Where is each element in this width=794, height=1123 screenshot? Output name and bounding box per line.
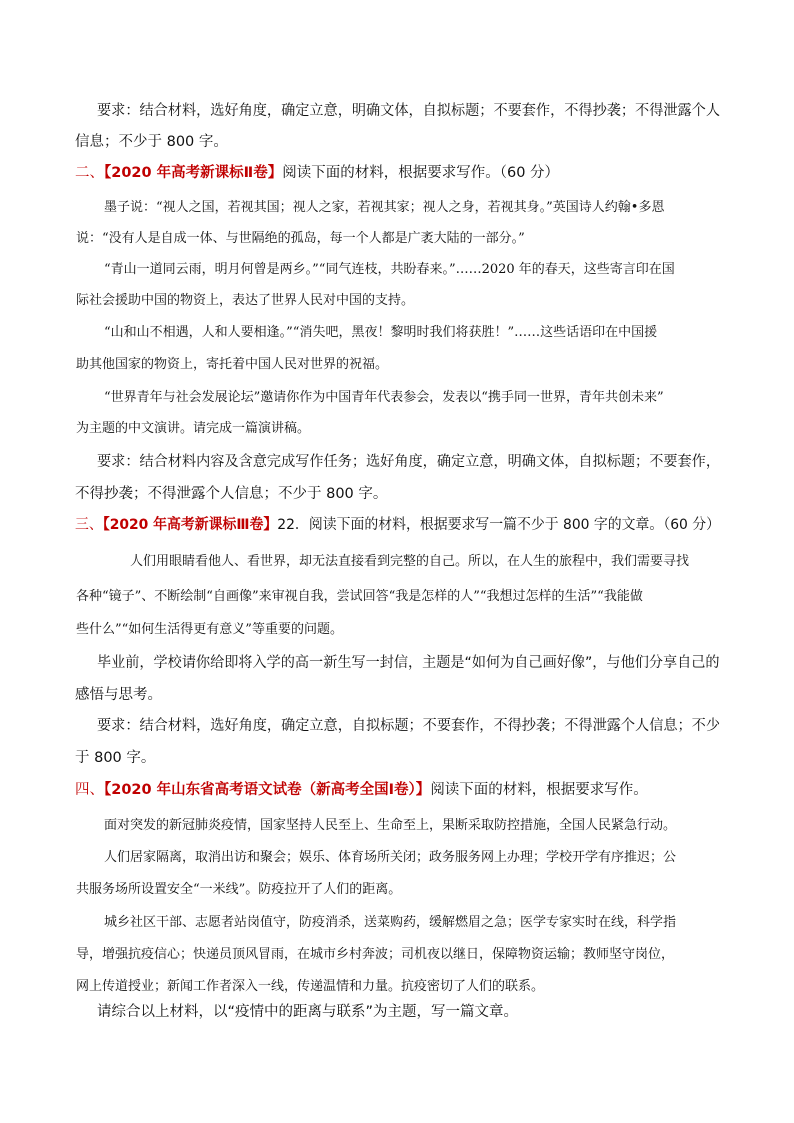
section3-para2-line2: 感悟与思考。 (75, 687, 162, 703)
section4-task: 请综合以上材料，以“疫情中的距离与联系”为主题，写一篇文章。 (97, 1004, 519, 1020)
section3-para1-line1: 人们用眼睛看他人、看世界，却无法直接看到完整的自己。所以，在人生的旅程中，我们需要寻找 (130, 554, 690, 569)
section2-para3-line2: 助其他国家的物资上，寄托着中国人民对世界的祝福。 (76, 357, 389, 372)
intro-requirement-line2: 信息；不少于 800 字。 (75, 134, 228, 150)
section3-para1-line3: 些什么”“如何生活得更有意义”等重要的问题。 (76, 622, 343, 637)
intro-requirement-line1: 要求：结合材料，选好角度，确定立意，明确文体，自拟标题；不要套作，不得抄袭；不得泄露个人 (97, 103, 720, 119)
section2-para1-line2: 说：“没有人是自成一体、与世隔绝的孤岛，每一个人都是广袤大陆的一部分。” (76, 231, 525, 246)
section4-heading (75, 783, 648, 798)
section2-para1-line1: 墨子说：“视人之国，若视其国；视人之家，若视其家；视人之身，若视其身。”英国诗人约翰•多恩 (104, 200, 665, 215)
section2-heading (75, 166, 559, 181)
section4-number: 四、 (75, 782, 104, 798)
section3-para1-line2: 各种“镜子”、不断绘制“自画像”来审视自我，尝试回答“我是怎样的人”“我想过怎样的生活”“我能做 (76, 589, 643, 604)
section3-heading (75, 518, 720, 533)
section2-para3-line1: “山和山不相遇，人和人要相逢。”“消失吧，黑夜！黎明时我们将获胜！”……这些话语印在中国援 (104, 325, 658, 340)
section2-requirement-line1: 要求：结合材料内容及含意完成写作任务；选好角度，确定立意，明确文体，自拟标题；不要套作， (97, 454, 720, 470)
section4-para3-line1: 城乡社区干部、志愿者站岗值守，防疫消杀，送菜购药，缓解燃眉之急；医学专家实时在线，科学指 (104, 915, 677, 930)
section3-number: 三、 (75, 517, 103, 533)
section4-para1: 面对突发的新冠肺炎疫情，国家坚持人民至上、生命至上，果断采取防控措施，全国人民紧急行动。 (104, 818, 677, 833)
section4-para2-line1: 人们居家隔离，取消出访和聚会；娱乐、体育场所关闭；政务服务网上办理；学校开学有序推迟；公 (104, 850, 677, 865)
section4-para3-line2: 导，增强抗疫信心；快递员顶风冒雨，在城市乡村奔波；司机夜以继日，保障物资运输；教师坚守岗位， (76, 947, 675, 962)
section2-para2-line2: 际社会援助中国的物资上，表达了世界人民对中国的支持。 (76, 293, 415, 308)
section4-para3-line3: 网上传道授业；新闻工作者深入一线，传递温情和力量。抗疫密切了人们的联系。 (76, 979, 545, 994)
section4-prompt: 阅读下面的材料，根据要求写作。 (430, 782, 648, 798)
section3-para2-line1: 毕业前，学校请你给即将入学的高一新生写一封信，主题是“如何为自己画好像”，与他们分享自己的 (97, 655, 720, 671)
section3-exam-tag: 【2020 年高考新课标Ⅲ卷】 (102, 517, 278, 533)
section3-prompt: 22．阅读下面的材料，根据要求写一篇不少于 800 字的文章。（60 分） (277, 517, 721, 533)
section2-number: 二、 (75, 165, 104, 181)
section2-prompt: 阅读下面的材料，根据要求写作。（60 分） (282, 165, 560, 181)
section2-para2-line1: “青山一道同云雨，明月何曾是两乡。”“同气连枝，共盼春来。”……2020 年的春天，这些寄言印在国 (104, 262, 675, 277)
section2-requirement-line2: 不得抄袭；不得泄露个人信息；不少于 800 字。 (75, 486, 388, 502)
section4-para2-line2: 共服务场所设置安全“一米线”。防疫拉开了人们的距离。 (76, 882, 402, 897)
section4-exam-tag: 【2020 年山东省高考语文试卷（新高考全国Ⅰ卷）】 (104, 782, 431, 798)
section3-requirement-line1: 要求：结合材料，选好角度，确定立意，自拟标题；不要套作，不得抄袭；不得泄露个人信息；不少 (97, 718, 720, 734)
section2-para4-line2: 为主题的中文演讲。请完成一篇演讲稿。 (76, 421, 311, 436)
section2-para4-line1: “世界青年与社会发展论坛”邀请你作为中国青年代表参会，发表以“携手同一世界，青年共创未来” (104, 390, 664, 405)
section3-requirement-line2: 于 800 字。 (75, 750, 156, 766)
section2-exam-tag: 【2020 年高考新课标Ⅱ卷】 (104, 165, 283, 181)
